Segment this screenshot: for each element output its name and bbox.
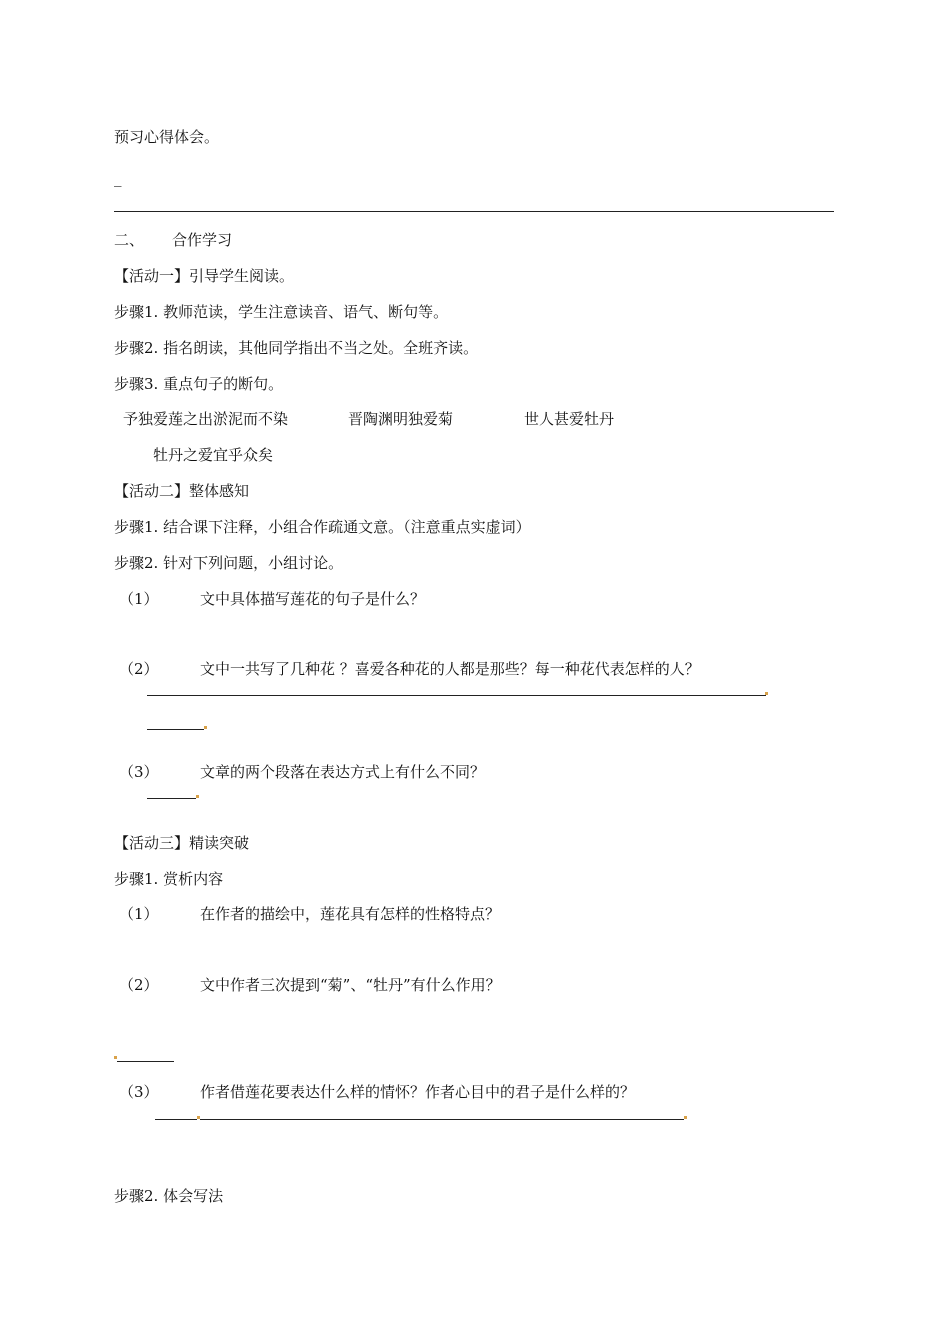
question-text: 文中具体描写莲花的句子是什么？ bbox=[200, 590, 426, 608]
activity3-step2: 步骤2. 体会写法 bbox=[114, 1187, 224, 1205]
activity1-heading: 【活动一】引导学生阅读。 bbox=[114, 267, 295, 285]
question-text: 作者借莲花要表达什么样的情怀？作者心目中的君子是什么样的？ bbox=[200, 1083, 636, 1101]
section-number: 二、 bbox=[114, 231, 145, 249]
activity1-step1: 步骤1. 教师范读，学生注意读音、语气、断句等。 bbox=[114, 303, 449, 321]
question-text: 文中一共写了几种花 ？喜爱各种花的人都是那些？每一种花代表怎样的人？ bbox=[200, 660, 700, 678]
marker-dot bbox=[765, 692, 768, 695]
activity1-step2: 步骤2. 指名朗读，其他同学指出不当之处。全班齐读。 bbox=[114, 339, 479, 357]
answer-line bbox=[147, 798, 196, 799]
answer-line bbox=[117, 1061, 174, 1062]
question-number: （3） bbox=[119, 763, 159, 781]
question-number: （1） bbox=[119, 590, 159, 608]
answer-line bbox=[147, 729, 204, 730]
section-title: 合作学习 bbox=[172, 231, 233, 249]
underscore-mark: _ bbox=[114, 169, 122, 187]
marker-dot bbox=[196, 795, 199, 798]
question-number: （3） bbox=[119, 1083, 159, 1101]
question-number: （2） bbox=[119, 660, 159, 678]
question-text: 在作者的描绘中，莲花具有怎样的性格特点？ bbox=[200, 905, 501, 923]
question-number: （2） bbox=[119, 976, 159, 994]
answer-line bbox=[200, 1119, 684, 1120]
marker-dot bbox=[684, 1116, 687, 1119]
question-text: 文章的两个段落在表达方式上有什么不同？ bbox=[200, 763, 486, 781]
activity3-heading: 【活动三】精读突破 bbox=[114, 834, 250, 852]
activity2-step2: 步骤2. 针对下列问题，小组讨论。 bbox=[114, 554, 344, 572]
question-number: （1） bbox=[119, 905, 159, 923]
answer-line-preview bbox=[114, 211, 834, 212]
answer-line bbox=[155, 1119, 197, 1120]
marker-dot bbox=[114, 1056, 117, 1059]
answer-line bbox=[147, 695, 766, 696]
activity2-step1: 步骤1. 结合课下注释，小组合作疏通文意。（注意重点实虚词） bbox=[114, 518, 531, 536]
key-sentence: 世人甚爱牡丹 bbox=[524, 410, 615, 428]
marker-dot bbox=[204, 726, 207, 729]
activity3-step1: 步骤1. 赏析内容 bbox=[114, 870, 224, 888]
activity2-heading: 【活动二】整体感知 bbox=[114, 482, 250, 500]
activity1-step3: 步骤3. 重点句子的断句。 bbox=[114, 375, 284, 393]
preview-reflection-label: 预习心得体会。 bbox=[114, 128, 220, 146]
key-sentence: 牡丹之爱宜乎众矣 bbox=[153, 446, 274, 464]
key-sentence: 予独爱莲之出淤泥而不染 bbox=[123, 410, 289, 428]
question-text: 文中作者三次提到“菊”、“牡丹”有什么作用？ bbox=[200, 976, 501, 994]
key-sentence: 晋陶渊明独爱菊 bbox=[348, 410, 454, 428]
